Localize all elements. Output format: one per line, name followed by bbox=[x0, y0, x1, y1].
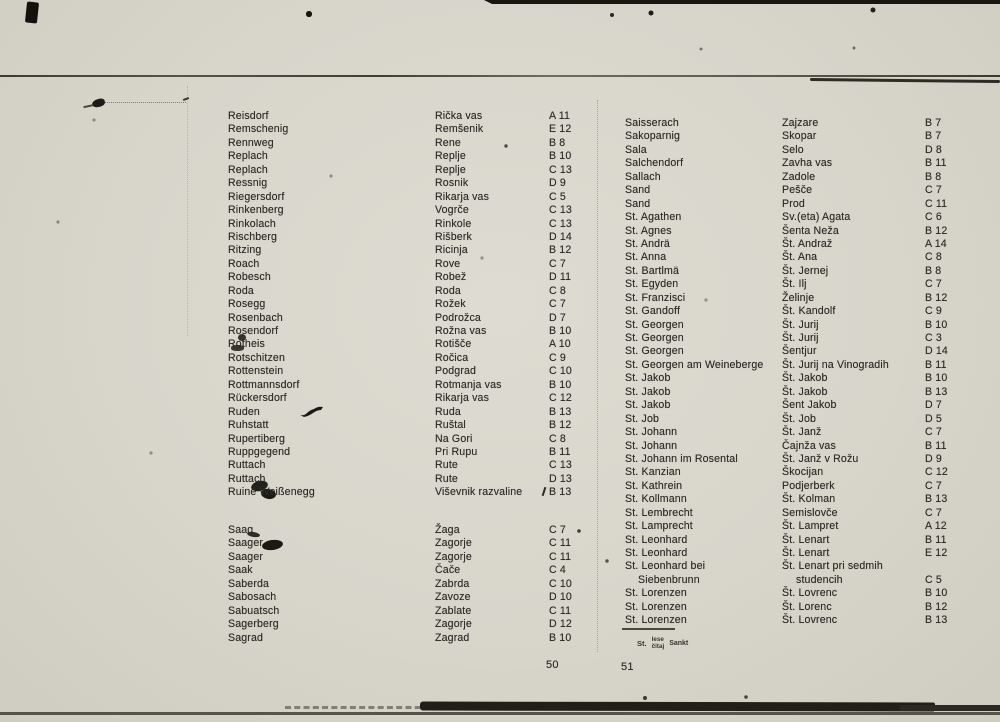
slovene-name: Št. Lenart bbox=[782, 547, 830, 559]
ink-smudge bbox=[261, 539, 283, 552]
german-name: Rottenstein bbox=[228, 365, 284, 378]
grid-ref: D 13 bbox=[549, 472, 572, 485]
german-name: Rosegg bbox=[228, 298, 266, 311]
german-name: Sand bbox=[625, 197, 651, 210]
slovene-name: Rove bbox=[435, 257, 461, 270]
grid-ref: D 9 bbox=[925, 452, 942, 465]
page-number-left: 50 bbox=[546, 659, 559, 671]
slovene-name: Vogrče bbox=[435, 204, 469, 217]
grid-ref: B 13 bbox=[925, 614, 948, 627]
slovene-name: Št. Jakob bbox=[782, 385, 828, 398]
grid-ref: D 8 bbox=[925, 143, 942, 156]
slovene-name: Podrožca bbox=[435, 311, 481, 324]
scan-edge-bottom-speckle bbox=[285, 706, 430, 709]
grid-ref: B 13 bbox=[549, 486, 572, 499]
german-name: Saager bbox=[228, 550, 264, 563]
german-name: Ruttach bbox=[228, 472, 266, 485]
grid-ref: C 8 bbox=[549, 432, 566, 445]
slovene-name: Št. Ana bbox=[782, 251, 818, 264]
grid-ref: C 7 bbox=[549, 524, 566, 536]
grid-ref: C 6 bbox=[925, 211, 942, 224]
german-name: St. Johann bbox=[625, 439, 678, 452]
grid-ref: B 12 bbox=[925, 291, 948, 304]
slovene-name: Zagrad bbox=[435, 631, 470, 644]
slovene-name: Šentjur bbox=[782, 345, 817, 358]
grid-ref: B 10 bbox=[549, 378, 572, 391]
slovene-name: Št. Andraž bbox=[782, 237, 833, 250]
slovene-name: Zablate bbox=[435, 604, 472, 617]
slovene-name: Rotmanja vas bbox=[435, 378, 502, 391]
grid-ref: C 9 bbox=[925, 305, 942, 318]
slovene-name: Rikarja vas bbox=[435, 190, 490, 203]
german-name: Saager bbox=[228, 537, 264, 550]
scan-specks bbox=[0, 0, 2, 2]
slovene-name: Ruda bbox=[435, 405, 461, 418]
grid-ref: C 7 bbox=[925, 184, 942, 197]
footnote bbox=[637, 637, 688, 651]
slovene-name: Št. Lovrenc bbox=[782, 587, 838, 600]
scan-fold-line-right bbox=[810, 78, 1000, 83]
grid-ref: C 8 bbox=[925, 251, 942, 264]
grid-ref: C 13 bbox=[549, 459, 572, 472]
grid-ref: C 5 bbox=[549, 190, 566, 203]
pencil-mark-line bbox=[102, 102, 186, 103]
slovene-name: Šent Jakob bbox=[782, 399, 837, 412]
german-name: Replach bbox=[228, 163, 268, 176]
footnote-read-stack bbox=[652, 637, 665, 651]
grid-ref: C 9 bbox=[549, 351, 566, 364]
slovene-name: Replje bbox=[435, 150, 466, 163]
grid-ref: B 7 bbox=[925, 130, 942, 143]
german-name: St. Lamprecht bbox=[625, 520, 693, 533]
german-name: St. Lorenzen bbox=[625, 614, 687, 627]
german-name: Ruttach bbox=[228, 459, 266, 472]
page-number-right: 51 bbox=[621, 661, 634, 673]
slovene-name: Selo bbox=[782, 143, 804, 156]
grid-ref: B 10 bbox=[925, 372, 948, 385]
german-name: St. Franzisci bbox=[625, 291, 686, 304]
grid-ref: C 7 bbox=[925, 278, 942, 291]
scan-edge-bottom-right bbox=[900, 705, 1000, 711]
german-name: St. Johann bbox=[625, 426, 678, 439]
german-name: St. Agnes bbox=[625, 224, 672, 237]
german-name: St. Kanzian bbox=[625, 466, 681, 479]
footnote-read-german: lese bbox=[651, 636, 664, 643]
grid-ref: C 13 bbox=[549, 204, 572, 217]
grid-ref: D 10 bbox=[549, 591, 572, 604]
slovene-name: studencih bbox=[796, 573, 843, 586]
grid-ref: D 5 bbox=[925, 412, 942, 425]
grid-ref: B 12 bbox=[925, 600, 948, 613]
german-name: Sakoparnig bbox=[625, 130, 681, 143]
slovene-name: Remšenik bbox=[435, 123, 484, 136]
grid-ref: C 7 bbox=[925, 426, 942, 439]
grid-ref: D 14 bbox=[549, 230, 572, 243]
slovene-name: Ročica bbox=[435, 351, 469, 364]
slovene-name: Rožna vas bbox=[435, 325, 487, 337]
german-name: St. Kollmann bbox=[625, 493, 687, 506]
german-name: Rückersdorf bbox=[228, 392, 287, 405]
grid-ref: B 10 bbox=[925, 587, 948, 600]
slovene-name: Rinkole bbox=[435, 217, 472, 230]
ink-squiggle bbox=[299, 404, 326, 418]
slovene-name: Št. Lampret bbox=[782, 520, 839, 533]
footnote-abbreviation: St. bbox=[637, 639, 647, 649]
grid-ref: B 11 bbox=[925, 358, 947, 371]
grid-ref: C 12 bbox=[925, 466, 948, 479]
german-name: Remschenig bbox=[228, 123, 289, 136]
german-name: St. Johann im Rosental bbox=[625, 452, 738, 465]
german-name: Riegersdorf bbox=[228, 190, 285, 203]
german-name: St. Egyden bbox=[625, 278, 679, 291]
grid-ref: B 10 bbox=[549, 631, 572, 644]
slovene-name: Zabrda bbox=[435, 577, 470, 590]
german-name: Saak bbox=[228, 564, 253, 577]
german-name: Rinkolach bbox=[228, 217, 276, 230]
german-name: St. Georgen bbox=[625, 318, 684, 331]
grid-ref: C 5 bbox=[925, 573, 942, 586]
german-name: Rennweg bbox=[228, 136, 274, 149]
slovene-name: Čače bbox=[435, 564, 461, 577]
grid-ref: B 12 bbox=[549, 419, 572, 432]
german-name: St. Leonhard bei bbox=[625, 560, 706, 573]
german-name: Rottmannsdorf bbox=[228, 378, 300, 391]
grid-ref: A 11 bbox=[549, 110, 571, 122]
slovene-name: Rička vas bbox=[435, 110, 483, 122]
german-name: Ruppgegend bbox=[228, 445, 291, 458]
page-gutter-line bbox=[597, 100, 598, 652]
german-name: Robesch bbox=[228, 271, 271, 284]
german-name: Rupertiberg bbox=[228, 432, 286, 445]
footnote-expansion: Sankt bbox=[669, 640, 689, 648]
slovene-name: Ricinja bbox=[435, 244, 468, 257]
german-name: Sagerberg bbox=[228, 618, 279, 631]
slovene-name: Škocijan bbox=[782, 466, 824, 479]
german-name: Replach bbox=[228, 150, 268, 163]
scan-edge-bottom-line bbox=[0, 712, 1000, 715]
grid-ref: C 8 bbox=[549, 284, 566, 297]
slovene-name: Rotišče bbox=[435, 338, 472, 351]
german-name: Salchendorf bbox=[625, 157, 684, 170]
german-name: Roach bbox=[228, 257, 260, 270]
german-name: Sallach bbox=[625, 170, 661, 183]
slovene-name: Rute bbox=[435, 459, 458, 472]
grid-ref: C 3 bbox=[925, 332, 942, 344]
slovene-name: Št. Kolman bbox=[782, 493, 836, 506]
scan-fold-line bbox=[0, 75, 1000, 77]
grid-ref: B 8 bbox=[925, 170, 942, 183]
slovene-name: Ruštal bbox=[435, 419, 466, 432]
slovene-name: Zajzare bbox=[782, 117, 819, 129]
slovene-name: Rene bbox=[435, 136, 461, 149]
german-name: St. Jakob bbox=[625, 385, 671, 398]
slovene-name: Št. Ilj bbox=[782, 278, 807, 291]
left-page-edge-line bbox=[187, 86, 188, 336]
grid-ref: B 10 bbox=[549, 150, 572, 163]
german-name: Rosenbach bbox=[228, 311, 283, 324]
grid-ref: D 14 bbox=[925, 345, 948, 358]
slovene-name: Št. Lenart bbox=[782, 533, 830, 546]
grid-ref: A 10 bbox=[549, 338, 571, 351]
slovene-name: Podjerberk bbox=[782, 479, 835, 492]
slovene-name: Prod bbox=[782, 197, 805, 210]
slovene-name: Zagorje bbox=[435, 537, 472, 550]
grid-ref: B 12 bbox=[925, 224, 948, 237]
grid-ref: B 11 bbox=[925, 533, 947, 546]
slovene-name: Št. Lorenc bbox=[782, 600, 832, 613]
german-name: St. Kathrein bbox=[625, 479, 683, 492]
slovene-name: Želinje bbox=[782, 291, 815, 304]
german-name: Sabuatsch bbox=[228, 604, 280, 617]
slovene-name: Skopar bbox=[782, 130, 817, 143]
german-name: St. Gandoff bbox=[625, 305, 681, 318]
grid-ref: C 13 bbox=[549, 217, 572, 230]
slovene-name: Zavoze bbox=[435, 591, 471, 604]
slovene-name: Št. Lenart pri sedmih bbox=[782, 560, 883, 573]
german-name: Saberda bbox=[228, 577, 270, 590]
grid-ref: C 13 bbox=[549, 163, 572, 176]
slovene-name: Št. Job bbox=[782, 412, 817, 425]
slovene-name: Zadole bbox=[782, 170, 816, 183]
german-name: St. Andrä bbox=[625, 237, 670, 250]
grid-ref: D 12 bbox=[549, 618, 572, 631]
slovene-name: Št. Jurij bbox=[782, 332, 819, 344]
german-name: Sand bbox=[625, 184, 651, 197]
german-name: St. Georgen bbox=[625, 332, 684, 344]
grid-ref: D 11 bbox=[549, 271, 572, 284]
german-name: St. Lorenzen bbox=[625, 587, 687, 600]
german-name: St. Georgen am Weineberge bbox=[625, 358, 764, 371]
german-name: Rinkenberg bbox=[228, 204, 284, 217]
grid-ref: C 4 bbox=[549, 564, 566, 577]
grid-ref: D 9 bbox=[549, 177, 566, 190]
footnote-read-slovene: čitaj bbox=[651, 642, 665, 650]
german-name: St. Lembrecht bbox=[625, 506, 693, 519]
german-name: Siebenbrunn bbox=[638, 573, 700, 586]
german-name: Ruhstatt bbox=[228, 419, 269, 432]
german-name: Rotschitzen bbox=[228, 351, 285, 364]
slovene-name: Žaga bbox=[435, 524, 460, 536]
grid-ref: C 11 bbox=[549, 550, 572, 563]
german-name: St. Leonhard bbox=[625, 547, 688, 559]
slovene-name: Rosnik bbox=[435, 177, 469, 190]
grid-ref: C 11 bbox=[925, 197, 948, 210]
german-name: Ressnig bbox=[228, 177, 268, 190]
grid-ref: C 7 bbox=[925, 479, 942, 492]
slovene-name: Šenta Neža bbox=[782, 224, 839, 237]
german-name: Sala bbox=[625, 143, 647, 156]
grid-ref: C 10 bbox=[549, 365, 572, 378]
slovene-name: Št. Kandolf bbox=[782, 305, 836, 318]
grid-ref: A 14 bbox=[925, 237, 947, 250]
slovene-name: Rikarja vas bbox=[435, 392, 490, 405]
grid-ref: B 11 bbox=[925, 157, 947, 170]
pencil-tick bbox=[183, 97, 189, 101]
grid-ref: E 12 bbox=[549, 123, 572, 136]
slovene-name: Pri Rupu bbox=[435, 445, 478, 458]
grid-ref: C 11 bbox=[549, 537, 572, 550]
slovene-name: Na Gori bbox=[435, 432, 473, 445]
german-name: St. Jakob bbox=[625, 372, 671, 385]
slovene-name: Robež bbox=[435, 271, 467, 284]
grid-ref: C 7 bbox=[925, 506, 942, 519]
grid-ref: B 13 bbox=[549, 405, 572, 418]
slovene-name: Rožek bbox=[435, 298, 466, 311]
slovene-name: Semislovče bbox=[782, 506, 838, 519]
slovene-name: Št. Janž v Rožu bbox=[782, 452, 859, 465]
german-name: Ruden bbox=[228, 405, 260, 418]
german-name: St. Anna bbox=[625, 251, 667, 264]
german-name: Saisserach bbox=[625, 117, 679, 129]
grid-ref: D 7 bbox=[925, 399, 942, 412]
german-name: Ritzing bbox=[228, 244, 262, 257]
slovene-name: Št. Lovrenc bbox=[782, 614, 838, 627]
german-name: Roda bbox=[228, 284, 254, 297]
grid-ref: C 7 bbox=[549, 298, 566, 311]
german-name: St. Bartlmä bbox=[625, 264, 680, 277]
grid-ref: B 12 bbox=[549, 244, 572, 257]
grid-ref: B 8 bbox=[549, 136, 566, 149]
german-name: St. Lorenzen bbox=[625, 600, 687, 613]
grid-ref: C 7 bbox=[549, 257, 566, 270]
grid-ref: C 12 bbox=[549, 392, 572, 405]
slovene-name: Št. Janž bbox=[782, 426, 822, 439]
grid-ref: B 8 bbox=[925, 264, 942, 277]
german-name: St. Georgen bbox=[625, 345, 684, 358]
slovene-name: Čajnža vas bbox=[782, 439, 836, 452]
german-name: St. Leonhard bbox=[625, 533, 688, 546]
grid-ref: D 7 bbox=[549, 311, 566, 324]
slovene-name: Zavha vas bbox=[782, 157, 833, 170]
footnote-rule bbox=[622, 628, 675, 630]
scan-blob-top-left bbox=[25, 1, 39, 23]
scan-edge-top-bar bbox=[492, 0, 1000, 4]
german-name: Rotheis bbox=[228, 338, 265, 351]
slovene-name: Rute bbox=[435, 472, 458, 485]
slovene-name: Rišberk bbox=[435, 230, 472, 243]
grid-ref: A 12 bbox=[925, 520, 947, 533]
grid-ref: E 12 bbox=[925, 547, 948, 559]
grid-ref: C 10 bbox=[549, 577, 572, 590]
grid-ref: B 13 bbox=[925, 493, 948, 506]
grid-ref: B 7 bbox=[925, 117, 942, 129]
slovene-name: Replje bbox=[435, 163, 466, 176]
slovene-name: Podgrad bbox=[435, 365, 477, 378]
german-name: Ruine Weißenegg bbox=[228, 486, 315, 499]
slovene-name: Št. Jurij na Vinogradih bbox=[782, 358, 889, 371]
german-name: Rosendorf bbox=[228, 325, 279, 337]
slovene-name: Sv.(eta) Agata bbox=[782, 211, 851, 224]
grid-ref: B 10 bbox=[925, 318, 948, 331]
grid-ref: B 10 bbox=[549, 325, 572, 337]
grid-ref: C 11 bbox=[549, 604, 572, 617]
german-name: Sagrad bbox=[228, 631, 264, 644]
slovene-name: Št. Jakob bbox=[782, 372, 828, 385]
slovene-name: Pešče bbox=[782, 184, 813, 197]
grid-ref: B 11 bbox=[549, 445, 571, 458]
german-name: St. Agathen bbox=[625, 211, 682, 224]
german-name: Saag bbox=[228, 524, 254, 536]
slovene-name: Viševnik razvaline bbox=[435, 486, 523, 499]
scan-edge-bottom-band bbox=[420, 702, 935, 712]
ink-mark bbox=[91, 98, 105, 109]
german-name: St. Job bbox=[625, 412, 660, 425]
slovene-name: Št. Jurij bbox=[782, 318, 819, 331]
slovene-name: Roda bbox=[435, 284, 461, 297]
german-name: St. Jakob bbox=[625, 399, 671, 412]
grid-ref: B 11 bbox=[925, 439, 947, 452]
slovene-name: Zagorje bbox=[435, 618, 472, 631]
german-name: Reisdorf bbox=[228, 110, 269, 122]
german-name: Sabosach bbox=[228, 591, 277, 604]
german-name: Rischberg bbox=[228, 230, 278, 243]
grid-ref: B 13 bbox=[925, 385, 948, 398]
stray-slash-mark bbox=[542, 487, 547, 496]
slovene-name: Št. Jernej bbox=[782, 264, 829, 277]
slovene-name: Zagorje bbox=[435, 550, 472, 563]
